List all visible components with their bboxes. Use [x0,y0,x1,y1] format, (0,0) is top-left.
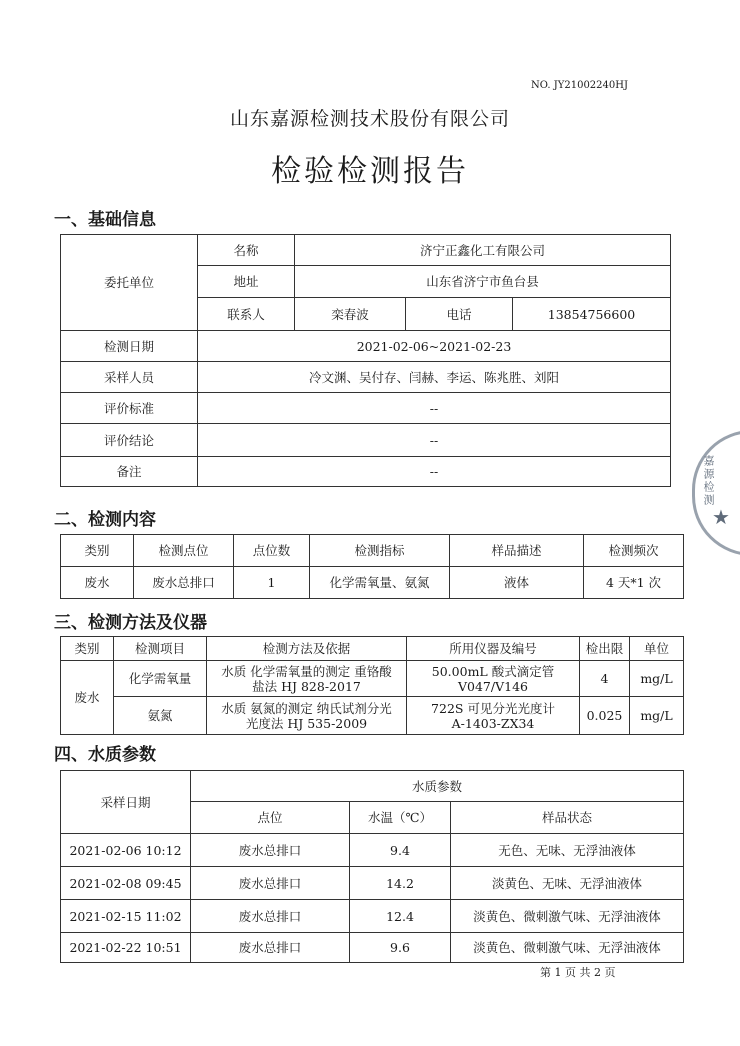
standard-label: 评价标准 [61,393,198,424]
methods-method [207,661,407,697]
methods-instrument [407,661,580,697]
table-row [61,933,684,963]
content-cell: 液体 [450,567,584,599]
instrument-line: 722S 可见分光光度计 [431,700,555,716]
standard-value: -- [198,393,671,424]
content-cell: 化学需氧量、氨氮 [310,567,450,599]
page-number: 第 1 页 共 2 页 [540,966,616,979]
methods-header: 检测方法及依据 [207,637,407,661]
methods-item: 化学需氧量 [114,661,207,697]
sampler-label: 采样人员 [61,362,198,393]
content-header: 样品描述 [450,535,584,567]
table-row [61,900,684,933]
date-value: 2021-02-06~2021-02-23 [198,331,671,362]
methods-instrument [407,697,580,735]
water-point: 废水总排口 [191,867,350,900]
water-state: 淡黄色、无味、无浮油液体 [451,867,684,900]
phone-value: 13854756600 [513,298,671,331]
methods-limit: 0.025 [580,697,630,735]
methods-header: 检测项目 [114,637,207,661]
water-temp: 9.4 [350,834,451,867]
water-date: 2021-02-06 10:12 [61,834,191,867]
water-temp: 14.2 [350,867,451,900]
conclusion-label: 评价结论 [61,424,198,457]
content-cell: 4 天*1 次 [584,567,684,599]
report-number: NO. JY21002240HJ [531,80,628,91]
phone-label: 电话 [406,298,513,331]
water-header: 水温（℃） [350,802,451,834]
company-name: 山东嘉源检测技术股份有限公司 [229,108,510,130]
methods-header: 所用仪器及编号 [407,637,580,661]
water-header: 样品状态 [451,802,684,834]
water-table [60,770,684,963]
methods-header: 单位 [630,637,684,661]
method-line: 水质 化学需氧量的测定 重铬酸 [221,663,392,679]
water-date: 2021-02-08 09:45 [61,867,191,900]
water-point: 废水总排口 [191,900,350,933]
water-temp: 12.4 [350,900,451,933]
date-label: 检测日期 [61,331,198,362]
water-date: 2021-02-15 11:02 [61,900,191,933]
section-content-title: 二、检测内容 [54,510,156,530]
water-state: 淡黄色、微刺激气味、无浮油液体 [451,933,684,963]
basic-info-table [60,234,671,487]
content-header: 类别 [61,535,134,567]
remark-label: 备注 [61,457,198,487]
methods-header: 检出限 [580,637,630,661]
contact-label: 联系人 [198,298,295,331]
water-header: 点位 [191,802,350,834]
table-row [61,834,684,867]
section-methods-title: 三、检测方法及仪器 [54,613,207,633]
water-date-header: 采样日期 [61,771,191,834]
section-basic-title: 一、基础信息 [54,210,156,230]
seal-text: 嘉源检测 [702,455,715,507]
address-label: 地址 [198,266,295,298]
water-group-header: 水质参数 [191,771,684,802]
section-water-title: 四、水质参数 [54,745,156,765]
water-point: 废水总排口 [191,834,350,867]
report-title: 检验检测报告 [271,154,469,189]
content-cell: 1 [234,567,310,599]
content-header: 检测指标 [310,535,450,567]
methods-unit: mg/L [630,697,684,735]
instrument-line: V047/V146 [458,678,528,694]
method-line: 光度法 HJ 535-2009 [245,715,368,731]
methods-category: 废水 [61,661,114,735]
content-header: 点位数 [234,535,310,567]
conclusion-value: -- [198,424,671,457]
table-row [61,867,684,900]
name-label: 名称 [198,235,295,266]
method-line: 盐法 HJ 828-2017 [252,678,361,694]
sampler-value: 冷文渊、吴付存、闫赫、李运、陈兆胜、刘阳 [198,362,671,393]
client-label: 委托单位 [61,235,198,331]
address-value: 山东省济宁市鱼台县 [295,266,671,298]
contact-value: 栾春波 [295,298,406,331]
water-state: 淡黄色、微刺激气味、无浮油液体 [451,900,684,933]
seal-star-icon: ★ [712,505,730,529]
methods-item: 氨氮 [114,697,207,735]
content-cell: 废水 [61,567,134,599]
methods-method [207,697,407,735]
water-date: 2021-02-22 10:51 [61,933,191,963]
name-value: 济宁正鑫化工有限公司 [295,235,671,266]
content-cell: 废水总排口 [134,567,234,599]
remark-value: -- [198,457,671,487]
methods-limit: 4 [580,661,630,697]
methods-table [60,636,684,735]
instrument-line: A-1403-ZX34 [451,715,535,731]
water-temp: 9.6 [350,933,451,963]
water-point: 废水总排口 [191,933,350,963]
instrument-line: 50.00mL 酸式滴定管 [431,663,555,679]
methods-header: 类别 [61,637,114,661]
water-state: 无色、无味、无浮油液体 [451,834,684,867]
method-line: 水质 氨氮的测定 纳氏试剂分光 [221,700,392,716]
methods-unit: mg/L [630,661,684,697]
content-header: 检测点位 [134,535,234,567]
content-header: 检测频次 [584,535,684,567]
content-table [60,534,684,599]
